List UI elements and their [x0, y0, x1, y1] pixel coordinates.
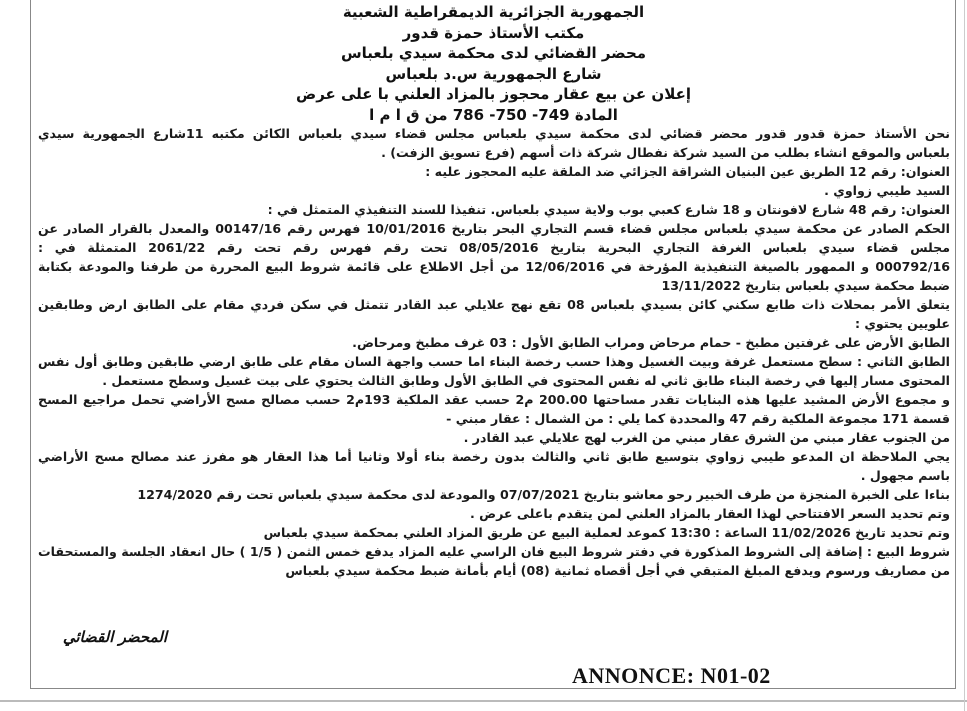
- body-line: من مصاريف ورسوم ويدفع المبلغ المتبقي في أجل أقصاه ثمانية (08) أيام بأمانة ضبط محكمة سيدي بلعباس: [285, 563, 950, 578]
- body-line: شروط البيع : إضافة إلى الشروط المذكورة في دفتر شروط البيع فان الراسي عليه المزاد يدفع خمس الثمن ( 1/5 ) حال انعقاد الجلسة والمستحقات: [38, 544, 950, 559]
- annonce-number: ANNONCE: N01-02: [572, 663, 771, 688]
- body-line: العنوان: رقم 12 الطريق عين البنيان الشراقة الجزائي ضد الملقة عليه المحجوز عليه :: [425, 164, 950, 179]
- body-line: ضبط محكمة سيدي بلعباس بتاريخ 13/11/2022: [661, 278, 950, 293]
- body-line: مجلس قضاء سيدي بلعباس الغرفة التجاري البحرية بتاريخ 08/05/2016 تحت رقم فهرس رقم تحت رقم 2061/22 المتمثلة في :: [38, 240, 950, 255]
- body-line: نحن الأستاذ حمزة قدور قدور محضر قضائي لدى محكمة سيدي بلعباس مجلس قضاء سيدي بلعباس الكائن مكتبه 11شارع الجمهورية سيدي: [38, 126, 950, 141]
- body-line: وتم تحديد السعر الافتتاحي لهذا العقار بالمزاد العلني لمن يتقدم باعلى عرض .: [469, 506, 950, 521]
- signature: المحضر القضائي: [62, 628, 167, 646]
- legal-article: المادة 749- 750- 786 من ق ا م ا: [369, 105, 618, 124]
- body-line: السيد طيبي زواوي .: [824, 183, 950, 198]
- body-line: قسمة 171 مجموعة الملكية رقم 47 والمحددة كما يلي : من الشمال : عقار مبني -: [446, 411, 950, 426]
- header-line: شارع الجمهورية س.د بلعباس: [385, 64, 602, 83]
- body-line: الحكم الصادر عن محكمة سيدي بلعباس مجلس قضاء قسم التجاري البحر بتاريخ 10/01/2016 فهرس رقم 00147/16 والمعدل بالقرار الصادر عن: [38, 221, 950, 236]
- body-line: علويين يحتوي :: [854, 316, 950, 331]
- header-line: محضر القضائي لدى محكمة سيدي بلعباس: [340, 44, 647, 62]
- notice-body: [38, 124, 950, 580]
- body-line: باسم مجهول .: [860, 468, 950, 483]
- body-line: و مجموع الأرض المشيد عليها هذه البنايات تقدر مساحتها 200.00 م2 حسب عقد الملكية 193م2 حسب مصالح مسح الأراضي تحمل مراجيع المسح: [38, 392, 950, 407]
- body-line: 000792/16 و الممهور بالصيغة التنفيذية المؤرخة في 12/06/2016 من أجل الاطلاع على قائمة شروط البيع المحررة من طرفنا والمودعة بكتابة: [38, 259, 950, 274]
- body-line: بناءا على الخبرة المنجزة من طرف الخبير رحو معاشو بتاريخ 07/07/2021 والمودعة لدى محكمة سيدي بلعباس تحت رقم 1274/2020: [137, 487, 950, 502]
- body-line: الطابق الثاني : سطح مستعمل غرفة وبيت الغسيل وهذا حسب رخصة البناء اما حسب واجهة السان مقام على طابق ارضي طابقين وطابق أول نفس: [38, 354, 950, 369]
- body-line: وتم تحديد تاريخ 11/02/2026 الساعة : 13:30 كموعد لعملية البيع عن طريق المزاد العلني بمحكمة سيدي بلعباس: [263, 525, 950, 540]
- body-line: يجي الملاحظة ان المدعو طيبي زواوي بتوسيع طابق ثاني والثالث بدون رخصة بناء أولا وثانيا أما هذا العقار هو مفرز عند مصالح مسح الأراضي: [38, 449, 950, 464]
- body-line: المحتوى مسار إليها في رخصة البناء طابق ثاني له نفس المحتوى في الطابق الأول وطابق الثالث يحتوي على بيت غسيل وسطح مستعمل .: [102, 373, 950, 388]
- body-line: العنوان: رقم 48 شارع لافونتان و 18 شارع كعبي بوب ولاية سيدي بلعباس. تنفيذا للسند التنفيذي المتمثل في :: [267, 202, 950, 217]
- header-line: مكتب الأستاذ حمزة قدور: [402, 23, 585, 42]
- header-line: الجمهورية الجزائرية الديمقراطية الشعبية: [342, 3, 645, 21]
- page-edge: [964, 0, 965, 711]
- body-line: يتعلق الأمر بمحلات ذات طابع سكني كائن بسيدي بلعباس 08 تقع نهج علايلي عبد القادر تتمثل في سكن فردي مقام على الطابق ارض وطابقين: [38, 297, 950, 312]
- body-line: بلعباس والموقع انشاء بطلب من السيد شركة نفطال شركة ذات أسهم (فرع تسويق الزفت) .: [381, 145, 950, 160]
- body-line: الطابق الأرض على غرفتين مطبخ - حمام مرحاض ومراب الطابق الأول : 03 غرف مطبخ ومرحاض.: [352, 335, 950, 350]
- notice-title: إعلان عن بيع عقار محجوز بالمزاد العلني با على عرض: [296, 85, 691, 103]
- body-line: من الجنوب عقار مبني من الشرق عقار مبني من الغرب لهج علايلي عبد القادر .: [463, 430, 950, 445]
- divider: [0, 700, 967, 702]
- notice-header: [40, 2, 947, 125]
